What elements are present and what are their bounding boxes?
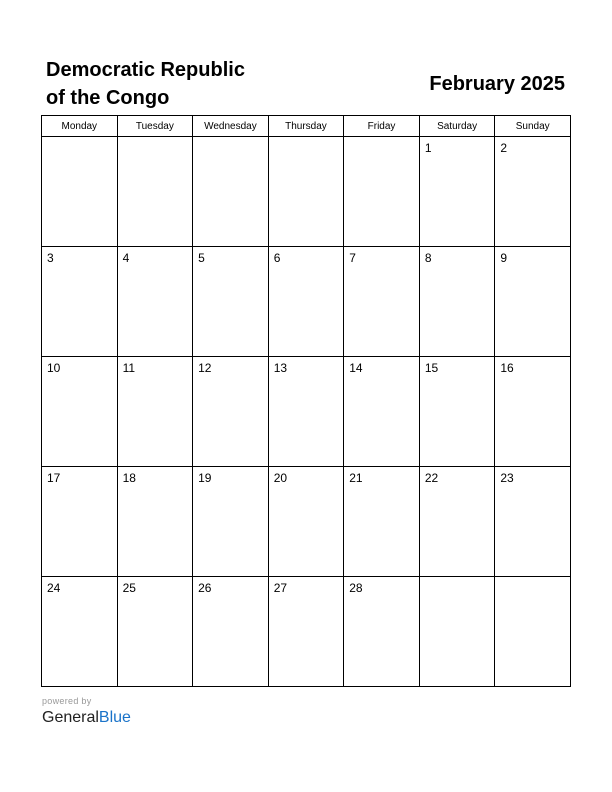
day-number: 23 [500, 471, 514, 485]
day-cell [419, 357, 495, 467]
weekday-header: Thursday [268, 116, 344, 137]
calendar-grid [41, 115, 571, 687]
day-cell [117, 247, 193, 357]
weekday-header: Tuesday [117, 116, 193, 137]
day-cell [42, 467, 118, 577]
footer-branding [42, 696, 131, 728]
day-number: 1 [424, 141, 432, 155]
day-cell [495, 467, 571, 577]
day-number: 11 [122, 361, 136, 375]
day-number: 2 [500, 141, 508, 155]
day-number: 26 [198, 581, 212, 595]
day-cell [344, 137, 420, 247]
day-number: 14 [349, 361, 363, 375]
day-number: 17 [47, 471, 61, 485]
day-number: 18 [122, 471, 136, 485]
day-cell [344, 467, 420, 577]
powered-by-text: powered by [42, 696, 92, 706]
day-number: 7 [349, 251, 356, 265]
day-cell [193, 467, 269, 577]
day-cell [117, 577, 193, 687]
day-number: 12 [198, 361, 212, 375]
country-title-line1: Democratic Republic [46, 59, 245, 81]
day-number [42, 137, 117, 141]
day-number: 15 [424, 361, 439, 375]
generalblue-logo[interactable] [42, 708, 131, 728]
day-cell [117, 467, 193, 577]
week-row [42, 137, 571, 247]
week-row [42, 577, 571, 687]
day-cell [344, 247, 420, 357]
weekday-header: Wednesday [193, 116, 269, 137]
day-cell [193, 357, 269, 467]
day-cell [268, 467, 344, 577]
weekday-header-row [42, 116, 571, 137]
week-row [42, 247, 571, 357]
day-cell [495, 357, 571, 467]
day-number: 28 [349, 581, 363, 595]
day-cell [344, 357, 420, 467]
day-number: 4 [122, 251, 130, 265]
day-cell [419, 467, 495, 577]
day-cell [193, 137, 269, 247]
day-cell [268, 357, 344, 467]
day-number [420, 577, 495, 581]
day-cell [42, 247, 118, 357]
day-number: 9 [500, 251, 508, 265]
day-cell [117, 137, 193, 247]
weekday-header: Sunday [495, 116, 571, 137]
day-cell [42, 577, 118, 687]
day-number: 3 [47, 251, 54, 265]
month-title: February 2025 [429, 73, 565, 95]
brand-part1: General [42, 709, 99, 726]
day-number: 20 [273, 471, 288, 485]
day-number: 22 [424, 471, 439, 485]
weekday-header: Saturday [419, 116, 495, 137]
day-number: 8 [424, 251, 432, 265]
day-cell [42, 137, 118, 247]
day-cell [419, 247, 495, 357]
day-cell [495, 247, 571, 357]
day-cell [344, 577, 420, 687]
day-cell [268, 247, 344, 357]
day-cell [117, 357, 193, 467]
brand-part2: Blue [98, 709, 131, 726]
day-cell [419, 137, 495, 247]
day-cell [193, 577, 269, 687]
day-number: 13 [273, 361, 288, 375]
week-row [42, 467, 571, 577]
day-cell [495, 577, 571, 687]
day-number: 6 [273, 251, 281, 265]
day-cell [42, 357, 118, 467]
day-cell [268, 137, 344, 247]
day-number [344, 137, 419, 141]
day-number: 25 [122, 581, 136, 595]
day-number [193, 137, 268, 141]
country-title-line2: of the Congo [46, 87, 170, 109]
day-cell [268, 577, 344, 687]
day-number: 19 [198, 471, 212, 485]
day-number [495, 577, 570, 581]
weekday-header: Monday [42, 116, 118, 137]
day-number [269, 137, 344, 141]
day-number: 27 [273, 581, 288, 595]
week-row [42, 357, 571, 467]
weekday-header: Friday [344, 116, 420, 137]
day-number: 21 [349, 471, 363, 485]
day-number: 24 [47, 581, 61, 595]
day-cell [419, 577, 495, 687]
day-number: 5 [198, 251, 205, 265]
day-number: 10 [47, 361, 61, 375]
day-number: 16 [500, 361, 514, 375]
day-cell [193, 247, 269, 357]
day-number [118, 137, 193, 141]
day-cell [495, 137, 571, 247]
country-title [46, 56, 306, 112]
